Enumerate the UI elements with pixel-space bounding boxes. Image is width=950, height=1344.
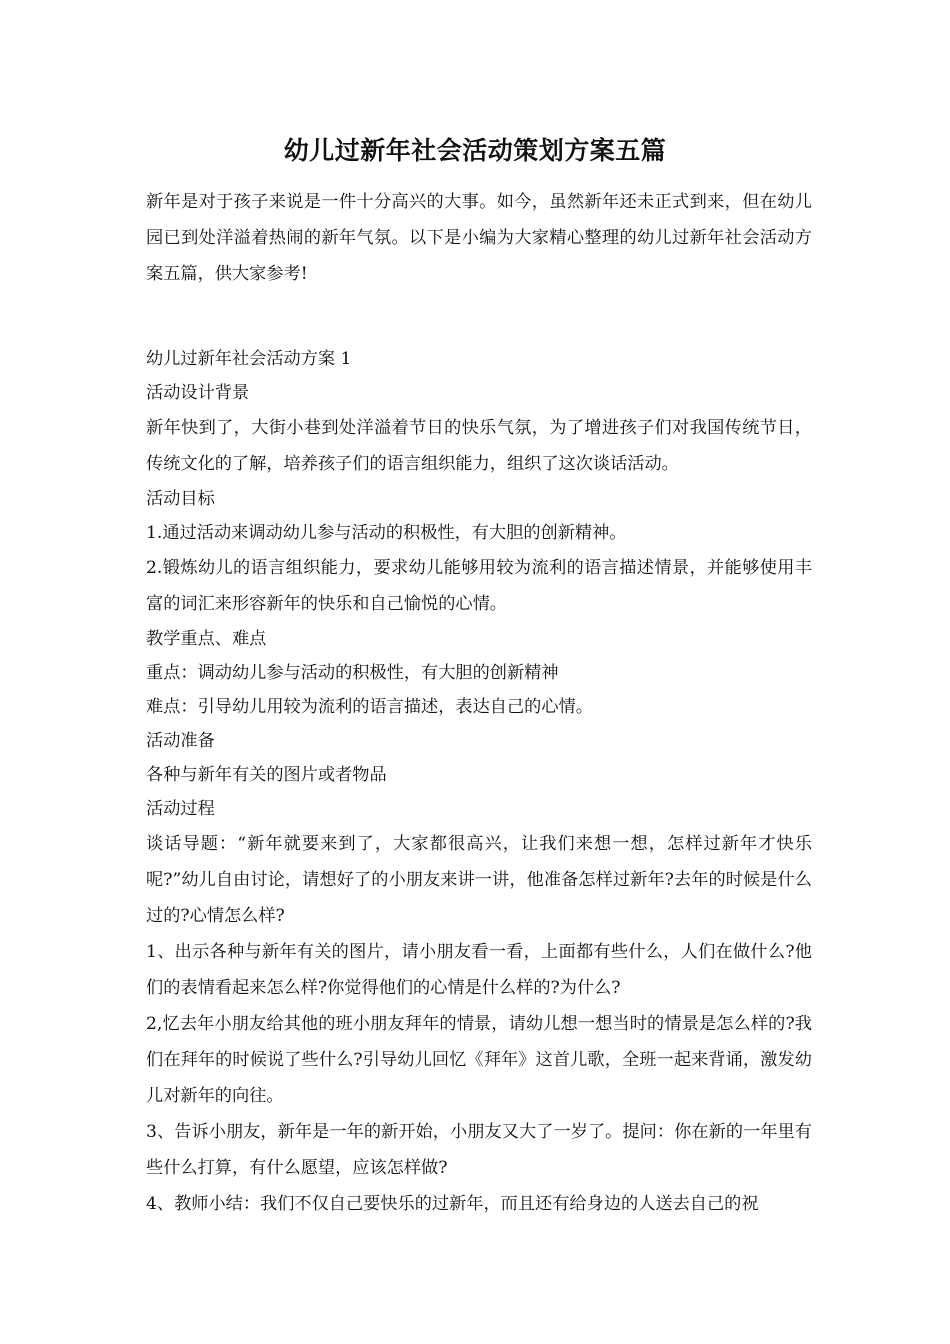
process-step-4: 4、教师小结：我们不仅自己要快乐的过新年，而且还有给身边的人送去自己的祝	[146, 1194, 759, 1214]
difficult-point-text: 难点：引导幼儿用较为流利的语言描述，表达自己的心情。	[146, 697, 593, 717]
goal-item-2: 2.锻炼幼儿的语言组织能力，要求幼儿能够用较为流利的语言描述情景，并能够使用丰富的词汇来形容新年的快乐和自己愉悦的心情。	[146, 558, 812, 614]
process-step-3: 3、告诉小朋友，新年是一年的新开始，小朋友又大了一岁了。提问：你在新的一年里有些什么打算，有什么愿望，应该怎样做?	[146, 1122, 812, 1178]
process-step-2: 2,忆去年小朋友给其他的班小朋友拜年的情景，请幼儿想一想当时的情景是怎么样的?我们在拜年的时候说了些什么?引导幼儿回忆《拜年》这首儿歌，全班一起来背诵，激发幼儿对新年的向往。	[146, 1014, 812, 1106]
plan-1-heading: 幼儿过新年社会活动方案 1	[146, 349, 352, 369]
background-paragraph: 新年快到了，大街小巷到处洋溢着节日的快乐气氛，为了增进孩子们对我国传统节日，传统文化的了解，培养孩子们的语言组织能力，组织了这次谈话活动。	[146, 418, 812, 474]
key-points-heading: 教学重点、难点	[146, 629, 267, 649]
goals-heading: 活动目标	[146, 489, 215, 509]
document-title: 幼儿过新年社会活动策划方案五篇	[283, 136, 667, 165]
document-body	[146, 184, 812, 1222]
preparation-text: 各种与新年有关的图片或者物品	[146, 765, 387, 785]
background-heading: 活动设计背景	[146, 383, 250, 403]
process-step-1: 1、出示各种与新年有关的图片，请小朋友看一看，上面都有些什么，人们在做什么?他们的表情看起来怎么样?你觉得他们的心情是什么样的?为什么?	[146, 942, 812, 998]
preparation-heading: 活动准备	[146, 731, 215, 751]
intro-paragraph: 新年是对于孩子来说是一件十分高兴的大事。如今，虽然新年还未正式到来，但在幼儿园已到处洋溢着热闹的新年气氛。以下是小编为大家精心整理的幼儿过新年社会活动方案五篇，供大家参考!	[146, 192, 812, 284]
process-heading: 活动过程	[146, 799, 215, 819]
process-intro-paragraph: 谈话导题：“新年就要来到了，大家都很高兴，让我们来想一想，怎样过新年才快乐呢?”幼儿自由讨论，请想好了的小朋友来讲一讲，他准备怎样过新年?去年的时候是什么过的?心情怎么样?	[146, 834, 812, 926]
goal-item-1: 1.通过活动来调动幼儿参与活动的积极性，有大胆的创新精神。	[146, 523, 627, 543]
paragraph-spacer	[146, 292, 812, 342]
key-point-text: 重点：调动幼儿参与活动的积极性，有大胆的创新精神	[146, 663, 559, 683]
